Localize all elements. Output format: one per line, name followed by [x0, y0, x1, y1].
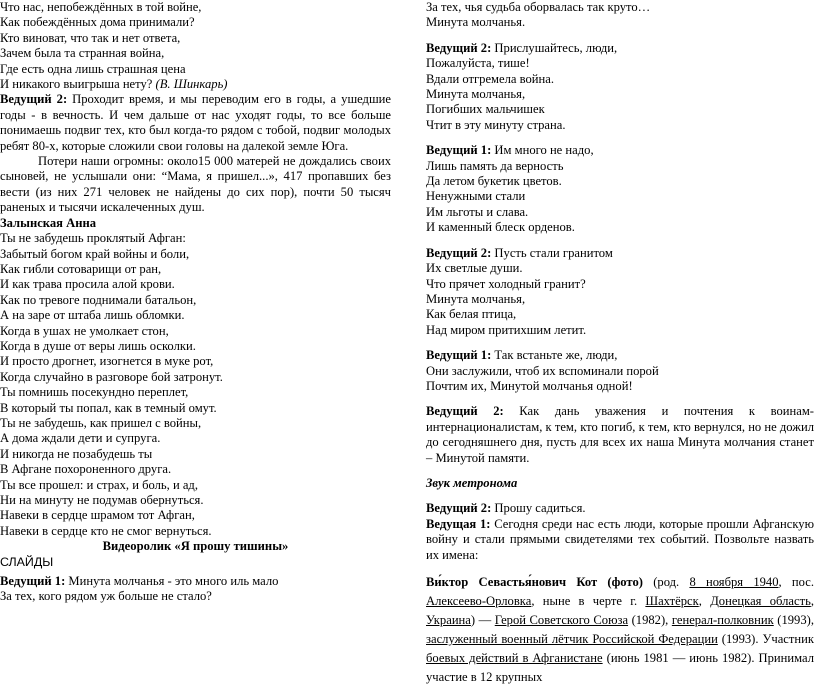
bio-text: , ныне в черте г.	[531, 594, 646, 608]
poem-line: Чтит в эту минуту страна.	[426, 117, 566, 132]
poem-line: Ты не забудешь проклятый Афган:	[0, 231, 186, 246]
link-pilot-title[interactable]: заслуженный военный лётчик Российской Федерации	[426, 632, 718, 646]
poem-line: Над миром притихшим летит.	[426, 322, 587, 337]
poem-line: Они заслужили, чтоб их вспоминали порой	[426, 363, 659, 378]
poem-line: Ты все прошел: и страх, и боль, и ад,	[0, 477, 198, 492]
poem-line: Как белая птица,	[426, 307, 517, 322]
speaker-label: Ведущий 2:	[426, 40, 492, 55]
poem-line: В который ты попал, как в темный омут.	[0, 400, 217, 415]
poem-line: Да летом букетик цветов.	[426, 174, 562, 189]
link-birthplace[interactable]: Алексеево-Орловка	[426, 594, 532, 608]
losses-paragraph: Потери наши огромны: около15 000 матерей не дождались своих сыновей, не услышали они: “Мама, я пришел...», 417 пропавших без вести (из них 271 человек не найдены до сих пор), почти 50 тысяч раненых и тысячи искалеченных душ.	[0, 154, 391, 215]
speech-text: Минута молчанья - это много иль мало	[65, 574, 279, 589]
speech-text: Проходит время, и мы переводим его в годы, а ушедшие годы - в вечность. И чем дальше от нас уходят годы, то все больше понимаешь подвиг тех, кто был когда-то рядом с тобой, подвиг молодых ребят 80-х, которые сложили свои головы на далекой земле Юга.	[0, 92, 391, 153]
poem-line: Пожалуйста, тише!	[426, 56, 530, 71]
slides-label: СЛАЙДЫ	[0, 554, 54, 569]
poem-line: Минута молчанья.	[426, 15, 526, 30]
poem-line: Почтим их, Минутой молчанья одной!	[426, 378, 633, 393]
poem-line: Что прячет холодный гранит?	[426, 276, 586, 291]
poem-line: Им много не надо,	[491, 143, 594, 158]
poem-line: А на заре от штаба лишь обломки.	[0, 308, 185, 323]
poem-line: Забытый богом край войны и боли,	[0, 246, 190, 261]
metronome-note: Звук метронома	[426, 475, 518, 490]
poem-line: Их светлые души.	[426, 261, 523, 276]
speaker-label: Ведущий 2:	[0, 92, 68, 107]
poem-line: Минута молчанья,	[426, 291, 526, 306]
reader-name: Залынская Анна	[0, 215, 97, 230]
poem-line: Когда в душе от веры лишь осколки.	[0, 338, 196, 353]
poem-line: Ненужными стали	[426, 189, 526, 204]
speaker-label: Ведущий 2:	[426, 404, 504, 419]
speech-text: Сегодня среди нас есть люди, которые прошли Афганскую войну и стали прямыми свидетелями тех событий. Позвольте назвать их имена:	[426, 516, 814, 562]
poem-line: Как по тревоге поднимали батальон,	[0, 292, 197, 307]
poem-line: Кто виноват, что так и нет ответа,	[0, 30, 181, 45]
link-city[interactable]: Шахтёрск	[645, 594, 699, 608]
poem-line: И как трава просила алой крови.	[0, 277, 175, 292]
link-hero-title[interactable]: Герой Советского Союза	[494, 613, 629, 627]
host1-line: За тех, кого рядом уж больше не стало?	[0, 589, 212, 604]
bio-text: ,	[698, 594, 711, 608]
poem-line: Ты не забудешь, как пришел с войны,	[0, 415, 202, 430]
poem-line: И каменный блеск орденов.	[426, 220, 575, 235]
biography-paragraph	[426, 573, 814, 687]
speaker-label: Ведущий 1:	[426, 143, 492, 158]
poem-line: Погибших мальчишек	[426, 102, 545, 117]
poem-line: Вдали отгремела война.	[426, 71, 555, 86]
speech-text: Как дань уважения и почтения к воинам-интернационалистам, к тем, кто погиб, к тем, кто вернулся, но не дожил до сегодняшнего дня, пусть для всех их наша Минута молчания станет – Минутой памяти.	[426, 404, 814, 465]
poem-line: Им льготы и слава.	[426, 204, 529, 219]
poem-line: Ни на минуту не подумав обернуться.	[0, 493, 204, 507]
poem-line: За тех, чья судьба оборвалась так круто…	[426, 0, 651, 14]
poem-line: И никогда не позабудешь ты	[0, 446, 153, 461]
poem-line: Пусть стали гранитом	[491, 245, 613, 260]
bio-text: , пос.	[778, 575, 815, 589]
bio-text: (род.	[642, 575, 690, 589]
poem-line: Где есть одна лишь страшная цена	[0, 61, 186, 76]
poem-line: И просто дрогнет, изогнется в муке рот,	[0, 354, 214, 369]
bio-text: ) —	[470, 613, 495, 627]
speaker-label: Ведущая 1:	[426, 516, 491, 531]
host2-paragraph	[0, 92, 391, 154]
link-rank[interactable]: генерал-полковник	[671, 613, 774, 627]
speech-text: Прошу садиться.	[491, 501, 586, 516]
host2-paragraph	[426, 404, 814, 466]
poem-line: Навеки в сердце шрамом тот Афган,	[0, 508, 195, 523]
bio-text: (1993),	[773, 613, 814, 627]
poem-line: Как гибли сотоварищи от ран,	[0, 261, 162, 276]
poem-line: Навеки в сердце кто не смог вернуться.	[0, 523, 212, 538]
speaker-label: Ведущий 2:	[426, 501, 492, 516]
poem-line: Прислушайтесь, люди,	[491, 40, 618, 55]
poem-author: (В. Шинкарь)	[155, 77, 228, 92]
host1-line	[0, 574, 391, 589]
stanza-host2	[426, 246, 814, 338]
speaker-label: Ведущий 1:	[426, 348, 492, 363]
right-column	[426, 0, 814, 687]
poem-line: Минута молчанья,	[426, 87, 526, 102]
poem-line: Так встаньте же, люди,	[491, 348, 618, 363]
poem-line: Когда в ушах не умолкает стон,	[0, 323, 169, 338]
link-birth-date[interactable]: 8 ноября 1940	[689, 575, 779, 589]
poem-line: Что нас, непобеждённых в той войне,	[0, 0, 202, 14]
speaker-label: Ведущий 1:	[0, 574, 66, 589]
poem-line: Как побеждённых дома принимали?	[0, 15, 195, 30]
host1-paragraph	[426, 517, 814, 563]
left-column	[0, 0, 391, 605]
poem-line: А дома ждали дети и супруга.	[0, 431, 161, 446]
stanza-host2	[426, 41, 814, 133]
stanza-host1	[426, 143, 814, 235]
video-title: Видеоролик «Я прошу тишины»	[102, 539, 289, 554]
link-region[interactable]: Донецкая область	[710, 594, 811, 608]
poem-last-line: И никакого выигрыша нету?	[0, 77, 156, 92]
bio-name: Ви́ктор Севастья́нович Кот (фото)	[426, 575, 643, 589]
poem-line: В Афгане похороненного друга.	[0, 462, 172, 477]
link-combat-operations[interactable]: боевых действий в Афганистане	[426, 651, 603, 665]
poem-line	[0, 77, 391, 92]
poem-line: Когда случайно в разговоре бой затронут.	[0, 369, 223, 384]
poem-line: Зачем была та странная война,	[0, 46, 165, 61]
poem-line: Ты помнишь посекундно переплет,	[0, 385, 189, 400]
poem-line: Лишь память да верность	[426, 158, 564, 173]
bio-text: (1982),	[628, 613, 672, 627]
link-country[interactable]: Украина	[426, 613, 471, 627]
host2-line	[426, 501, 814, 516]
bio-text: (июнь 1981 — июнь 1982). Принимал участие в 12 крупных	[426, 651, 814, 684]
bio-text: (1993). Участник	[717, 632, 814, 646]
stanza-host1	[426, 348, 814, 394]
bio-text: ,	[810, 594, 814, 608]
speaker-label: Ведущий 2:	[426, 245, 492, 260]
